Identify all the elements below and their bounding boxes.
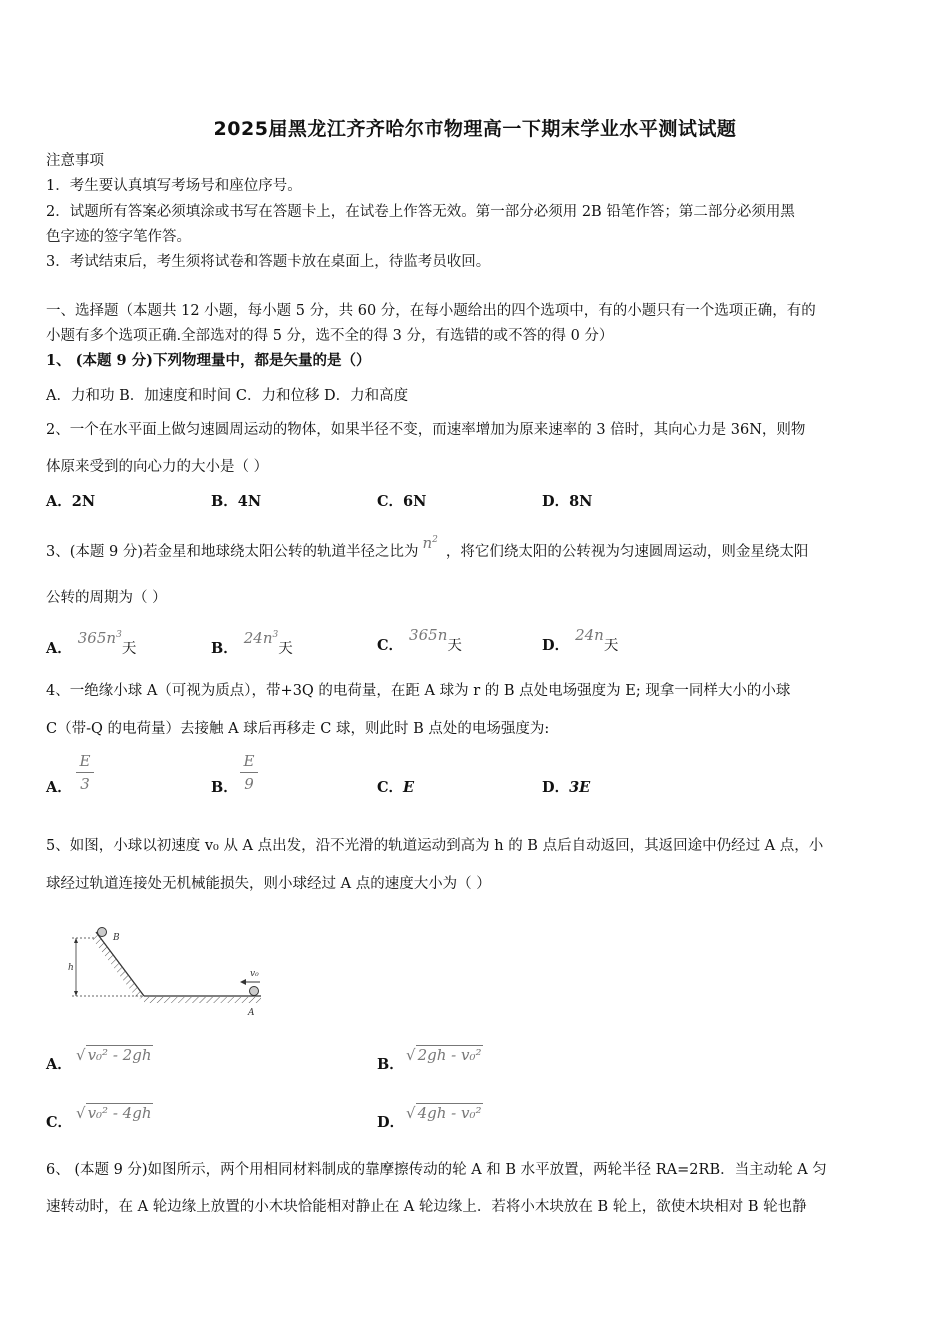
q5-option-d-expr: √ 4gh - v₀²	[406, 1104, 482, 1122]
q3-option-d: D．24n天	[542, 626, 619, 654]
section-heading: 一、选择题（本题共 12 小题，每小题 5 分，共 60 分，在每小题给出的四个选项中，有的小题只有一个选项正确，有的	[46, 303, 816, 319]
q5-option-b-expr: √ 2gh - v₀²	[406, 1046, 482, 1064]
q5-stem: 球经过轨道连接处无机械能损失，则小球经过 A 点的速度大小为（ ）	[46, 876, 491, 892]
q5-ball-b	[98, 928, 107, 937]
q5-height-arrow-top	[74, 938, 78, 943]
q3-option-b: B．$24n^3$天	[211, 629, 293, 657]
q4-option-c: C．E	[377, 779, 415, 796]
q3-stem-a: 3、(本题 9 分)若金星和地球绕太阳公转的轨道半径之比为	[46, 544, 419, 560]
q5-option-b-label: B．	[377, 1056, 404, 1073]
q6-stem: 6、 (本题 9 分)如图所示，两个用相同材料制成的靠摩擦传动的轮 A 和 B 水平放置，两轮半径 RA=2RB．当主动轮 A 匀	[46, 1162, 827, 1178]
section-heading: 小题有多个选项正确.全部选对的得 5 分，选不全的得 3 分，有选错的或不答的得 0 分）	[46, 328, 614, 344]
q5-option-d-label: D．	[377, 1114, 405, 1131]
notice-item: 2．试题所有答案必须填涂或书写在答题卡上，在试卷上作答无效。第一部分必须用 2B 铅笔作答；第二部分必须用黑	[46, 204, 795, 220]
q2-option-a: A．2N	[46, 493, 96, 510]
q5-label-h: h	[68, 963, 74, 973]
notice-item: 1．考生要认真填写考场号和座位序号。	[46, 178, 302, 194]
q5-ground-hatch	[144, 997, 261, 1003]
q5-option-c-label: C．	[46, 1114, 73, 1131]
q3-ratio: $n^2$	[422, 534, 438, 552]
q1-options: A．力和功 B．加速度和时间 C．力和位移 D．力和高度	[46, 388, 409, 404]
q5-label-a: A	[248, 1008, 255, 1018]
q4-option-b-label: B．	[211, 779, 238, 796]
q5-stem: 5、如图，小球以初速度 v₀ 从 A 点出发，沿不光滑的轨道运动到高为 h 的 B 点后自动返回，其返回途中仍经过 A 点，小	[46, 838, 824, 854]
q3-stem	[46, 534, 809, 562]
q5-label-v: v₀	[250, 969, 259, 979]
q4-stem: 4、一绝缘小球 A（可视为质点），带+3Q 的电荷量，在距 A 球为 r 的 B 点处电场强度为 E; 现拿一同样大小的小球	[46, 683, 791, 699]
q2-stem: 2、一个在水平面上做匀速圆周运动的物体，如果半径不变，而速率增加为原来速率的 3 倍时，其向心力是 36N，则物	[46, 422, 806, 438]
q4-option-a-fraction: E 3	[76, 752, 94, 793]
q5-option-a-label: A．	[46, 1056, 72, 1073]
notice-item: 色字迹的签字笔作答。	[46, 229, 191, 245]
q1-stem: 1、 (本题 9 分)下列物理量中，都是矢量的是（）	[46, 352, 371, 369]
notice-item: 3．考试结束后，考生须将试卷和答题卡放在桌面上，待监考员收回。	[46, 254, 491, 270]
q2-option-c: C．6N	[377, 493, 427, 510]
q3-option-a: A．$365n^3$天	[46, 629, 137, 657]
q4-option-d: D．3E	[542, 779, 591, 796]
q2-option-b: B．4N	[211, 493, 262, 510]
q5-velocity-arrowhead	[240, 979, 246, 985]
q2-option-d: D．8N	[542, 493, 593, 510]
q6-stem: 速转动时，在 A 轮边缘上放置的小木块恰能相对静止在 A 轮边缘上．若将小木块放在 B 轮上，欲使木块相对 B 轮也静	[46, 1199, 807, 1215]
q3-stem: 公转的周期为（ ）	[46, 590, 167, 606]
q5-option-c-expr: √ v₀² - 4gh	[76, 1104, 152, 1122]
q5-ball-a	[250, 987, 259, 996]
page-title: 2025届黑龙江齐齐哈尔市物理高一下期末学业水平测试试题	[213, 118, 737, 140]
q4-option-b-fraction: E 9	[240, 752, 258, 793]
q2-stem: 体原来受到的向心力的大小是（ ）	[46, 459, 269, 475]
q4-option-a-label: A．	[46, 779, 72, 796]
q5-label-b: B	[113, 933, 120, 943]
q5-figure	[66, 924, 266, 1019]
q5-height-arrow-bottom	[74, 991, 78, 996]
q4-stem: C（带-Q 的电荷量）去接触 A 球后再移走 C 球，则此时 B 点处的电场强度为:	[46, 721, 550, 737]
notice-heading: 注意事项	[46, 153, 104, 169]
q3-option-c: C．365n天	[377, 626, 462, 654]
q3-stem-b: ，将它们绕太阳的公转视为匀速圆周运动，则金星绕太阳	[445, 544, 809, 560]
q5-option-a-expr: √ v₀² - 2gh	[76, 1046, 152, 1064]
